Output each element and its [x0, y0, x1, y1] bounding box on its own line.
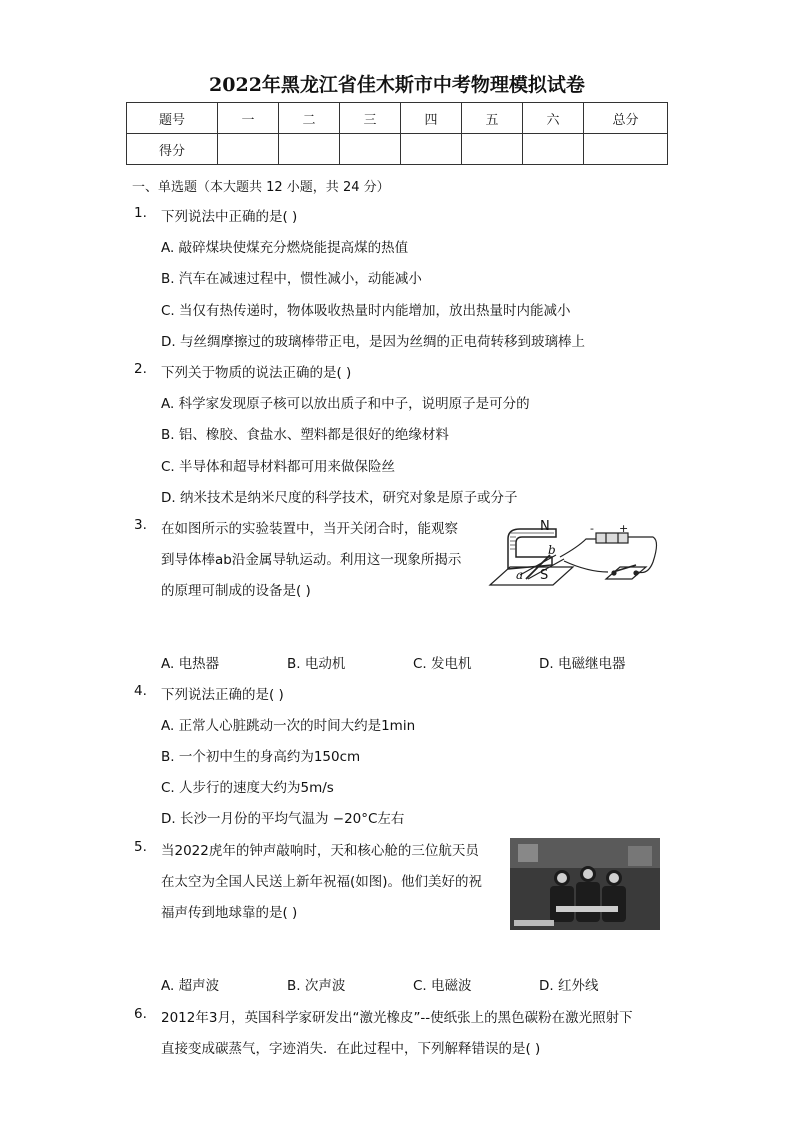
figure-label-plus: + [619, 522, 629, 535]
figure-label-a: a [516, 568, 524, 582]
score-cell [340, 134, 401, 165]
score-cell [584, 134, 668, 165]
score-cell [462, 134, 523, 165]
exam-title: 2022年黑龙江省佳木斯市中考物理模拟试卷 [209, 74, 585, 96]
option-b: B. 汽车在减速过程中，惯性减小，动能减小 [161, 271, 422, 287]
question-stem: 下列说法中正确的是( ) [161, 209, 298, 225]
score-cell [401, 134, 462, 165]
question-number: 2. [134, 361, 147, 377]
option-b: B. 电动机 [287, 656, 346, 672]
option-b: B. 次声波 [287, 978, 346, 994]
question-stem: 下列关于物质的说法正确的是( ) [161, 365, 352, 381]
score-header-cell: 六 [523, 103, 584, 134]
option-c: C. 当仅有热传递时，物体吸收热量时内能增加，放出热量时内能减小 [161, 303, 571, 319]
question-stem-line: 当2022虎年的钟声敲响时，天和核心舱的三位航天员 [161, 843, 479, 859]
astronauts-photo [510, 838, 660, 930]
option-d: D. 长沙一月份的平均气温为 −20°C左右 [161, 811, 405, 827]
score-header-cell: 三 [340, 103, 401, 134]
score-table [126, 102, 668, 165]
option-a: A. 正常人心脏跳动一次的时间大约是1min [161, 718, 416, 734]
option-c: C. 电磁波 [413, 978, 472, 994]
option-d: D. 纳米技术是纳米尺度的科学技术，研究对象是原子或分子 [161, 490, 518, 506]
score-cell [218, 134, 279, 165]
question-stem-line: 2012年3月，英国科学家研发出“激光橡皮”--使纸张上的黑色碳粉在激光照射下 [161, 1010, 633, 1026]
figure-label-s: S [540, 568, 549, 583]
option-c: C. 人步行的速度大约为5m/s [161, 780, 334, 796]
option-a: A. 超声波 [161, 978, 220, 994]
score-header-cell: 五 [462, 103, 523, 134]
score-header-cell: 四 [401, 103, 462, 134]
option-a: A. 电热器 [161, 656, 220, 672]
score-header-cell: 总分 [584, 103, 668, 134]
question-number: 1. [134, 205, 147, 221]
score-cell [523, 134, 584, 165]
option-c: C. 半导体和超导材料都可用来做保险丝 [161, 459, 396, 475]
question-stem: 下列说法正确的是( ) [161, 687, 284, 703]
question-stem-line: 福声传到地球靠的是( ) [161, 905, 298, 921]
question-number: 3. [134, 517, 147, 533]
question-stem-line: 直接变成碳蒸气，字迹消失．在此过程中，下列解释错误的是( ) [161, 1041, 541, 1057]
option-d: D. 电磁继电器 [539, 656, 626, 672]
score-header-cell: 一 [218, 103, 279, 134]
figure-label-n: N [540, 519, 550, 534]
section-title: 一、单选题（本大题共 12 小题，共 24 分） [132, 180, 390, 195]
score-table-header-row [127, 103, 668, 134]
motor-experiment-figure [488, 517, 663, 592]
question-stem-line: 的原理可制成的设备是( ) [161, 583, 311, 599]
figure-label-b: b [548, 543, 556, 557]
question-number: 5. [134, 839, 147, 855]
option-b: B. 一个初中生的身高约为150cm [161, 749, 361, 765]
question-stem-line: 在如图所示的实验装置中，当开关闭合时，能观察 [161, 521, 458, 537]
option-b: B. 铝、橡胶、食盐水、塑料都是很好的绝缘材料 [161, 427, 449, 443]
option-c: C. 发电机 [413, 656, 472, 672]
score-header-cell: 二 [279, 103, 340, 134]
question-number: 4. [134, 683, 147, 699]
question-stem-line: 到导体棒ab沿金属导轨运动。利用这一现象所揭示 [161, 552, 462, 568]
option-a: A. 科学家发现原子核可以放出质子和中子，说明原子是可分的 [161, 396, 530, 412]
option-a: A. 敲碎煤块使煤充分燃烧能提高煤的热值 [161, 240, 409, 256]
question-number: 6. [134, 1006, 147, 1022]
score-table-score-row [127, 134, 668, 165]
option-d: D. 红外线 [539, 978, 599, 994]
figure-label-minus: - [590, 522, 594, 535]
score-cell [279, 134, 340, 165]
question-stem-line: 在太空为全国人民送上新年祝福(如图)。他们美好的祝 [161, 874, 483, 890]
score-header-cell: 题号 [127, 103, 218, 134]
score-row-label: 得分 [127, 134, 218, 165]
option-d: D. 与丝绸摩擦过的玻璃棒带正电，是因为丝绸的正电荷转移到玻璃棒上 [161, 334, 585, 350]
